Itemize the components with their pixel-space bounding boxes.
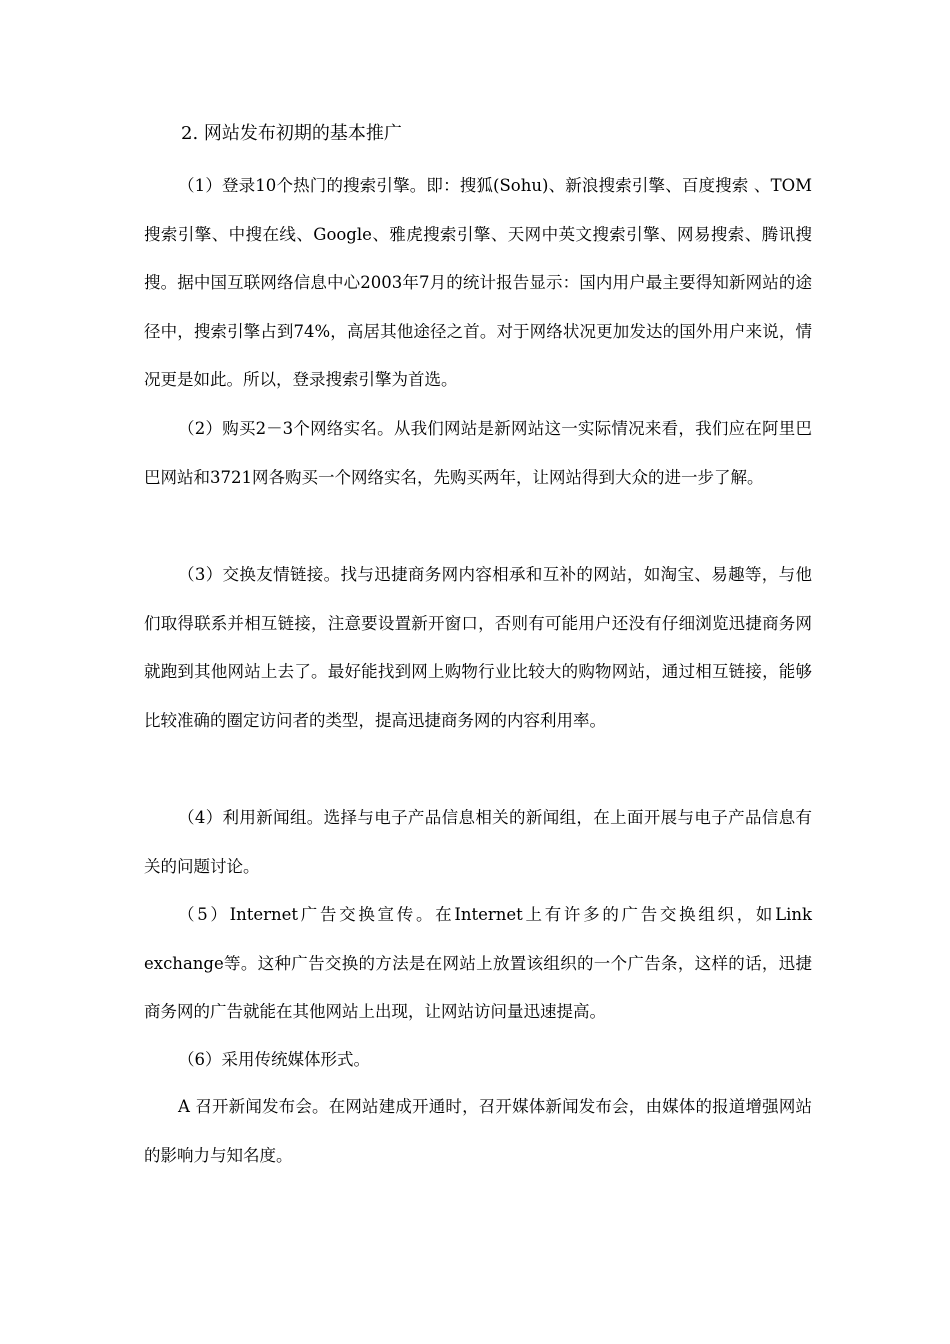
section-heading: 2. 网站发布初期的基本推广: [181, 123, 402, 144]
paragraph-newsgroups: （4）利用新闻组。选择与电子产品信息相关的新闻组，在上面开展与电子产品信息有关的问题讨论。: [144, 808, 812, 876]
paragraph-press-conference: A 召开新闻发布会。在网站建成开通时，召开媒体新闻发布会，由媒体的报道增强网站的影响力与知名度。: [144, 1097, 812, 1165]
paragraph-traditional-media: （6）采用传统媒体形式。: [178, 1050, 370, 1069]
paragraph-search-engines: （1）登录10个热门的搜索引擎。即：搜狐(Sohu)、新浪搜索引擎、百度搜索 、TOM搜索引擎、中搜在线、Google、雅虎搜索引擎、天网中英文搜索引擎、网易搜索、腾讯搜搜。据中国互联网络信息中心2003年7月的统计报告显示：国内用户最主要得知新网站的途径中，搜索引擎占到74%，高居其他途径之首。对于网络状况更加发达的国外用户来说，情况更是如此。所以，登录搜索引擎为首选。: [144, 176, 812, 390]
paragraph-network-names: （2）购买2－3个网络实名。从我们网站是新网站这一实际情况来看，我们应在阿里巴巴网站和3721网各购买一个网络实名，先购买两年，让网站得到大众的进一步了解。: [144, 419, 812, 487]
paragraph-friend-links: （3）交换友情链接。找与迅捷商务网内容相承和互补的网站，如淘宝、易趣等，与他们取得联系并相互链接，注意要设置新开窗口，否则有可能用户还没有仔细浏览迅捷商务网就跑到其他网站上去了。最好能找到网上购物行业比较大的购物网站，通过相互链接，能够比较准确的圈定访问者的类型，提高迅捷商务网的内容利用率。: [144, 565, 812, 730]
paragraph-ad-exchange: （5）Internet广告交换宣传。在Internet上有许多的广告交换组织，如Link exchange等。这种广告交换的方法是在网站上放置该组织的一个广告条，这样的话，迅捷商务网的广告就能在其他网站上出现，让网站访问量迅速提高。: [144, 905, 812, 1022]
